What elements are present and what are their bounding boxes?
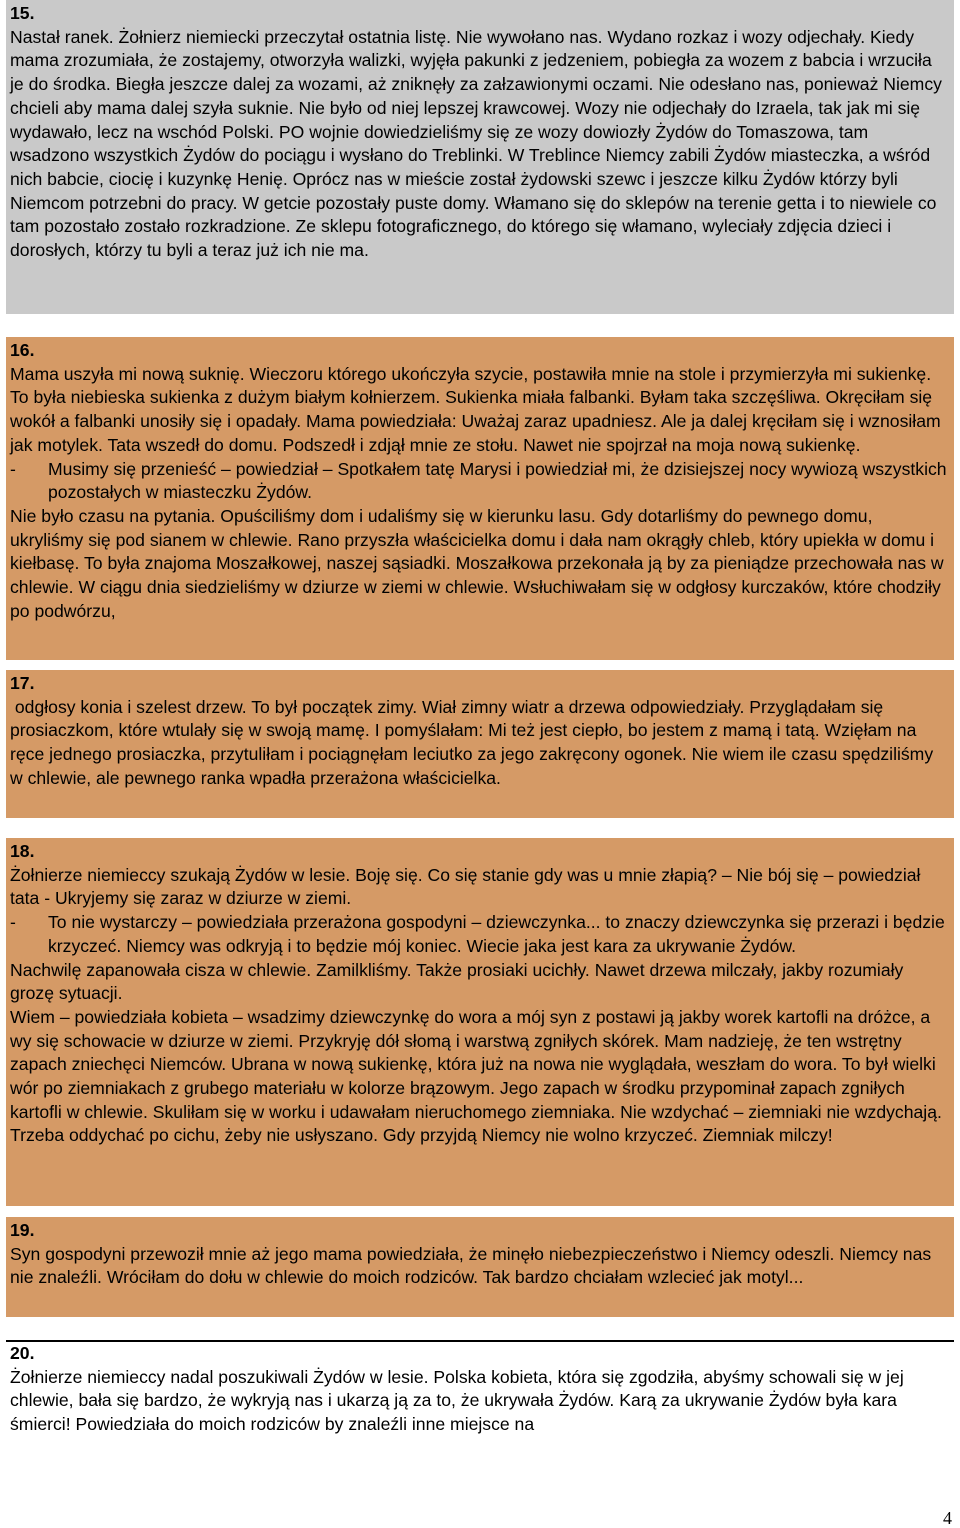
paragraph: Wiem – powiedziała kobieta – wsadzimy dziewczynkę do wora a mój syn z postawi ją jakby worek kartofli na dróżce, a wy się schowacie w dziurze w ziemi. Przykryję dół słomą i warstwą zgniłych skórek. Mam nadzieję, że ten wstrętny zapach zniechęci Niemców. Ubrana w nową sukienkę, która już na nowa nie wyglądała, weszłam do wora. To był wielki wór po ziemniakach z grubego materiału w kolorze brązowym. Jego zapach w środku przypominał zapach zgniłych kartofli w chlewie. Skuliłam się w worku i udawałam nieruchomego ziemniaka. Nie wzdychać – ziemniaki nie wzdychają. Trzeba oddychać po cichu, żeby nie usłyszano. Gdy przyjdą Niemcy nie wolno krzyczeć. Ziemniak milczy! [10, 1006, 942, 1146]
section-18 [6, 838, 954, 1206]
dash-marker: - [10, 912, 16, 933]
paragraph: Syn gospodyni przewoził mnie aż jego mama powiedziała, że minęło niebezpieczeństwo i Niemcy odeszli. Niemcy nas nie znaleźli. Wróciłam do dołu w chlewie do moich rodziców. Tak bardzo chciałam wzlecieć jak motyl... [10, 1243, 932, 1288]
paragraph: Żołnierze niemieccy szukają Żydów w lesie. Boję się. Co się stanie gdy was u mnie złapią? – Nie bój się – powiedział tata - Ukryjemy się zaraz w dziurze w ziemi. [10, 864, 921, 909]
section-15 [6, 0, 954, 314]
section-19 [6, 1217, 954, 1317]
section-number: 17. [10, 673, 35, 693]
section-20 [6, 1340, 954, 1436]
section-number: 16. [10, 340, 35, 360]
page-number: 4 [943, 1508, 952, 1528]
paragraph: Nie było czasu na pytania. Opuściliśmy dom i udaliśmy się w kierunku lasu. Gdy dotarliśmy do pewnego domu, ukryliśmy się pod sianem w chlewie. Rano przyszła właścicielka domu i dała nam okrągły chleb, który upiekła w domu i kiełbasę. To była znajoma Moszałkowej, naszej sąsiadki. Moszałkowa przekonała ją by za pieniądze przechowała nas w chlewie. W ciągu dnia siedzieliśmy w dziurze w ziemi w chlewie. Wsłuchiwałam się w odgłosy kurczaków, które chodziły po podwórzu, [10, 505, 944, 621]
section-number: 20. [10, 1343, 35, 1363]
section-number: 18. [10, 841, 35, 861]
paragraph: odgłosy konia i szelest drzew. To był początek zimy. Wiał zimny wiatr a drzewa odpowiedziały. Przyglądałam się prosiaczkom, które wtulały się w swoją mamę. I pomyślałam: Mi też jest ciepło, bo jestem z mamą i tatą. Wzięłam na ręce jednego prosiaczka, przytuliłam i pociągnęłam leciutko za jego zakręcony ogonek. Nie wiem ile czasu spędziliśmy w chlewie, ale pewnego ranka wpadła przerażona właścicielka. [10, 696, 939, 788]
dialogue-text: Musimy się przenieść – powiedział – Spotkałem tatę Marysi i powiedział mi, że dzisiejszej nocy wywiozą wszystkich pozostałych w miasteczku Żydów. [48, 458, 947, 503]
section-number: 15. [10, 3, 35, 23]
dialogue-line [10, 911, 950, 958]
paragraph: Mama uszyła mi nową suknię. Wieczoru którego ukończyła szycie, postawiła mnie na stole i przymierzyła mi sukienkę. To była niebieska sukienka z dużym białym kołnierzem. Sukienka miała falbanki. Byłam taka szczęśliwa. Okręciłam się wokół a falbanki unosiły się i opadały. Mama powiedziała: Uważaj zaraz upadniesz. Ale ja dalej kręciłam się i wznosiłam jak motylek. Tata wszedł do domu. Podszedł i zdjął mnie ze stołu. Nawet nie spojrzał na moja nową sukienkę. [10, 363, 941, 455]
dialogue-line [10, 458, 950, 505]
dialogue-text: To nie wystarczy – powiedziała przerażona gospodyni – dziewczynka... to znaczy dziewczynka się przerazi i będzie krzyczeć. Niemcy was odkryją i to będzie mój koniec. Wiecie jaka jest kara za ukrywanie Żydów. [48, 912, 945, 956]
paragraph: Żołnierze niemieccy nadal poszukiwali Żydów w lesie. Polska kobieta, która się zgodziła, abyśmy schowali się w jej chlewie, bała się bardzo, że wykryją nas i ukarzą ją za to, że ukrywała Żydów. Karą za ukrywanie Żydów była kara śmierci! Powiedziała do moich rodziców by znaleźli inne miejsce na [10, 1366, 904, 1435]
section-16 [6, 337, 954, 660]
paragraph: Nastał ranek. Żołnierz niemiecki przeczytał ostatnia listę. Nie wywołano nas. Wydano rozkaz i wozy odjechały. Kiedy mama zrozumiała, że zostajemy, otworzyła walizki, wyjęła pakunki z jedzeniem, pobiegła za wozem z babcia i wrzuciła je do środka. Biegła jeszcze dalej za wozami, aż zniknęły za załzawionymi oczami. Nie odesłano nas, ponieważ Niemcy chcieli aby mama dalej szyła suknie. Nie było od niej lepszej krawcowej. Wozy nie odjechały do Izraela, tak jak mi się wydawało, lecz na wschód Polski. PO wojnie dowiedzieliśmy się ze wozy dowiozły Żydów do Tomaszowa, tam wsadzono wszystkich Żydów do pociągu i wysłano do Treblinki. W Treblince Niemcy zabili Żydów miasteczka, a wśród nich babcie, ciocię i kuzynkę Henię. Oprócz nas w mieście został żydowski szewc i jeszcze kilku Żydów którzy byli Niemcom potrzebni do pracy. W getcie pozostały puste domy. Włamano się do sklepów na terenie getta i to niewiele co tam pozostało zostało rozkradzione. Ze sklepu fotograficznego, do którego się włamano, wyleciały zdjęcia dzieci i dorosłych, którzy tu byli a teraz już ich nie ma. [10, 26, 942, 261]
dash-marker: - [10, 458, 16, 479]
section-number: 19. [10, 1220, 35, 1240]
paragraph: Nachwilę zapanowała cisza w chlewie. Zamilkliśmy. Także prosiaki ucichły. Nawet drzewa milczały, jakby rozumiały grozę sytuacji. [10, 959, 904, 1004]
section-17 [6, 670, 954, 818]
